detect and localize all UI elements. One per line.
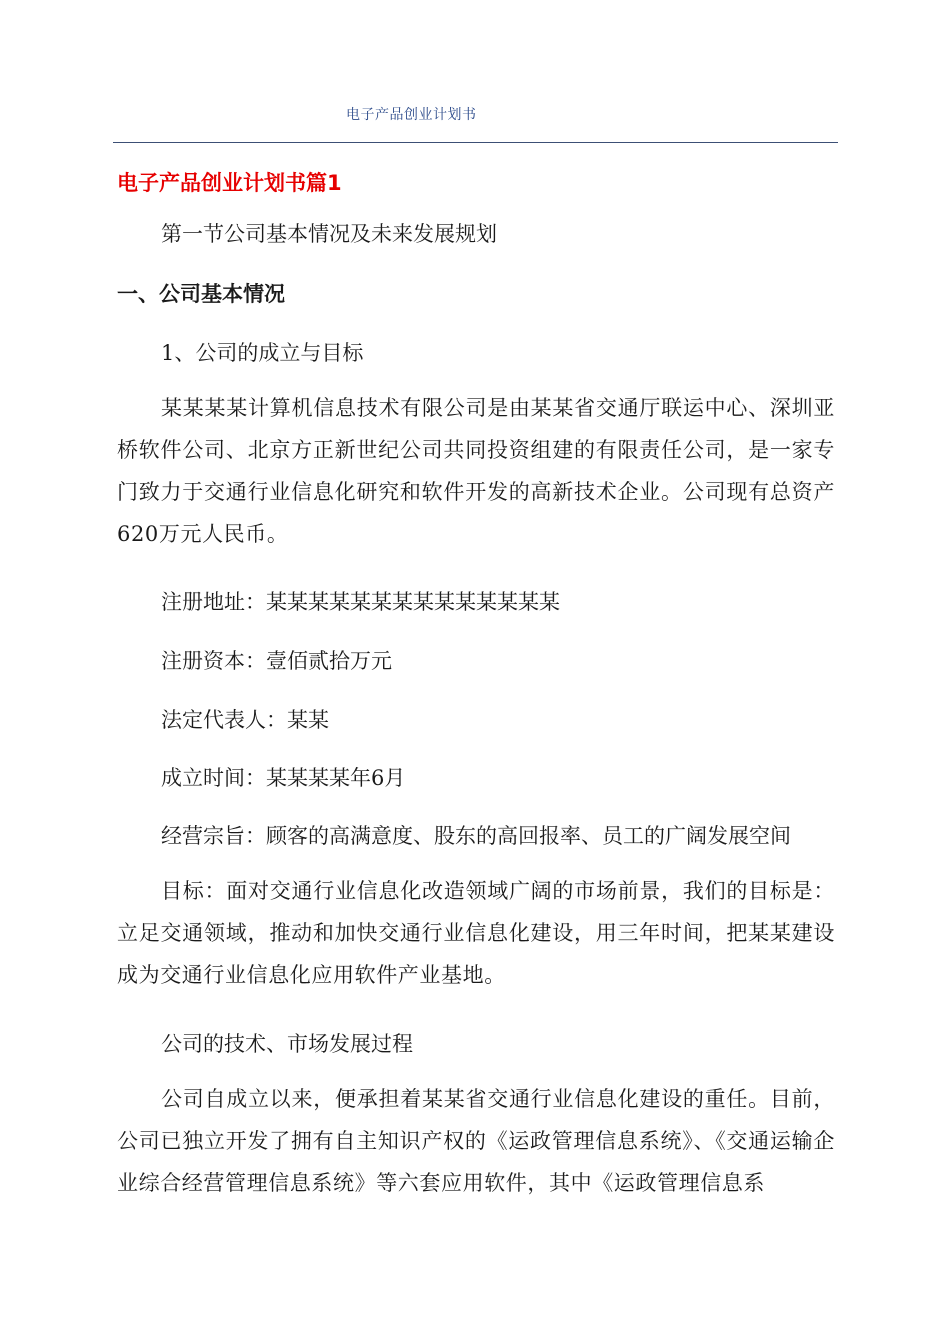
- document-title: 电子产品创业计划书篇1: [117, 171, 342, 195]
- history-paragraph: 公司自成立以来，便承担着某某省交通行业信息化建设的重任。目前，公司已独立开发了拥有自主知识产权的《运政管理信息系统》、《交通运输企业综合经营管理信息系统》等六套应用软件，其中《运政管理信息系: [117, 1087, 835, 1195]
- registered-capital: 注册资本：壹佰贰拾万元: [161, 649, 392, 673]
- goal-paragraph: 目标：面对交通行业信息化改造领域广阔的市场前景，我们的目标是：立足交通领域，推动和加快交通行业信息化建设，用三年时间，把某某建设成为交通行业信息化应用软件产业基地。: [117, 879, 835, 987]
- registered-address: 注册地址：某某某某某某某某某某某某某某: [161, 590, 560, 614]
- subheading-founding: 1、公司的成立与目标: [161, 341, 364, 365]
- heading-company-info: 一、公司基本情况: [117, 282, 285, 306]
- running-header: 电子产品创业计划书: [346, 107, 477, 123]
- header-divider: [113, 142, 838, 143]
- intro-paragraph: 某某某某计算机信息技术有限公司是由某某省交通厅联运中心、深圳亚桥软件公司、北京方正新世纪公司共同投资组建的有限责任公司，是一家专门致力于交通行业信息化研究和软件开发的高新技术企业。公司现有总资产620万元人民币。: [117, 396, 835, 546]
- business-purpose: 经营宗旨：顾客的高满意度、股东的高回报率、员工的广阔发展空间: [161, 824, 791, 848]
- legal-representative: 法定代表人：某某: [161, 708, 329, 732]
- section-title: 第一节公司基本情况及未来发展规划: [161, 222, 497, 246]
- subheading-history: 公司的技术、市场发展过程: [161, 1032, 413, 1056]
- established-date: 成立时间：某某某某年6月: [161, 766, 406, 790]
